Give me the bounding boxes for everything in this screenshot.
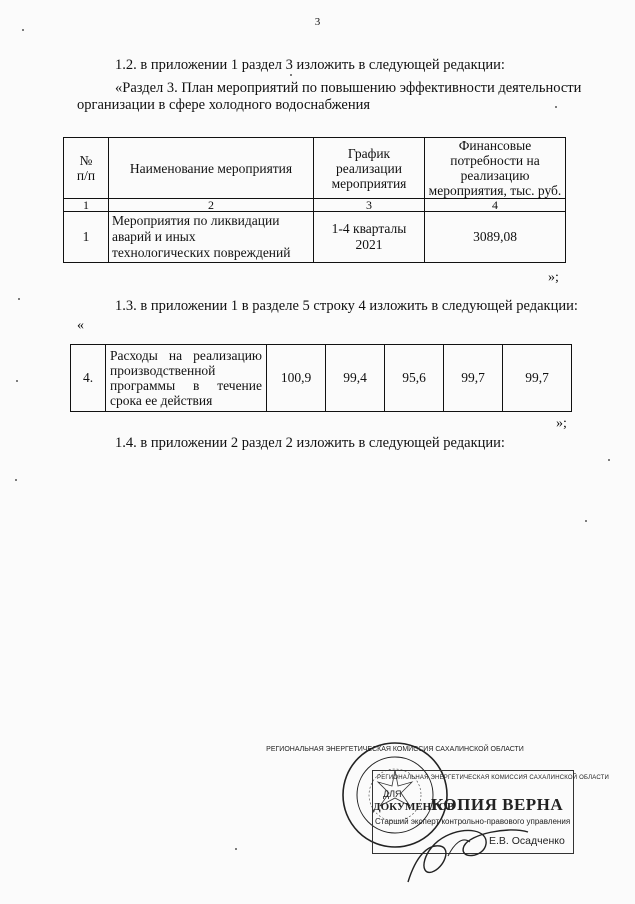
stamp-copy-label: КОПИЯ ВЕРНА: [431, 795, 564, 814]
row-finance: 3089,08: [425, 212, 566, 263]
header-num-line2: п/п: [76, 168, 96, 183]
paragraph-1-2: 1.2. в приложении 1 раздел 3 изложить в следующей редакции:: [115, 57, 505, 73]
scan-speck: [235, 848, 237, 850]
header-num-line1: №: [79, 153, 93, 168]
scan-speck: [16, 380, 18, 382]
page-number: 3: [314, 16, 321, 28]
stamp-org: РЕГИОНАЛЬНАЯ ЭНЕРГЕТИЧЕСКАЯ КОМИССИЯ САХАЛИНСКОЙ ОБЛАСТИ: [377, 775, 610, 781]
value-cell: 100,9: [267, 345, 326, 412]
value-cell: 99,7: [503, 345, 572, 412]
row-schedule: [314, 212, 425, 263]
stamp-for-label: ДЛЯ: [383, 789, 402, 799]
end-quote-2: »;: [556, 416, 567, 431]
section3-title-line2: организации в сфере холодного водоснабжения: [77, 97, 371, 113]
row-name-line2: аварий и иных: [112, 229, 196, 244]
header-schedule-line1: График: [347, 145, 391, 161]
row-name-line1: Мероприятия по ликвидации: [112, 213, 280, 228]
scan-speck: [18, 298, 20, 300]
scan-speck: [555, 106, 557, 108]
value-cell: 99,4: [326, 345, 385, 412]
header-finance-line1: Финансовые: [458, 138, 532, 153]
value-cell: 95,6: [385, 345, 444, 412]
column-number-row: [64, 199, 566, 212]
signature-icon: [388, 786, 538, 890]
open-quote: «: [77, 318, 84, 333]
scan-speck: [15, 479, 17, 481]
header-finance-line3: реализацию: [460, 168, 530, 183]
row-description: Расходы на реализацию производственной программы в течение срока ее действия: [106, 345, 267, 412]
scan-speck: [290, 74, 292, 76]
end-quote-1: »;: [548, 270, 559, 285]
row-schedule-line1: 1-4 кварталы: [331, 221, 407, 236]
col-number: 2: [109, 199, 314, 212]
stamp-documents-label: ДОКУМЕНТОВ: [373, 801, 455, 813]
header-finance-line4: мероприятия, тыс. руб.: [428, 183, 562, 198]
row-num: 1: [64, 212, 109, 263]
row-num: 4.: [71, 345, 106, 412]
scan-speck: [585, 520, 587, 522]
col-number: 3: [314, 199, 425, 212]
table-header-row: [64, 138, 566, 199]
header-finance: [425, 138, 566, 199]
col-number: 1: [64, 199, 109, 212]
header-schedule-line2: реализации: [336, 160, 402, 176]
stamp-name: Е.В. Осадченко: [489, 835, 565, 847]
stamp-position: Старший эксперт контрольно-правового управления: [375, 817, 571, 826]
table-row: [71, 345, 572, 412]
scan-speck: [608, 459, 610, 461]
row-schedule-line2: 2021: [355, 237, 383, 252]
paragraph-1-4: 1.4. в приложении 2 раздел 2 изложить в следующей редакции:: [115, 435, 505, 451]
header-schedule-line3: мероприятия: [331, 175, 407, 191]
paragraph-1-3: 1.3. в приложении 1 в разделе 5 строку 4 изложить в следующей редакции:: [115, 298, 578, 314]
header-name: Наименование мероприятия: [109, 138, 314, 199]
value-cell: 99,7: [444, 345, 503, 412]
measures-table: [63, 137, 566, 263]
row-name: [109, 212, 314, 263]
header-finance-line2: потребности на: [450, 153, 540, 168]
program-expenses-table: [70, 344, 572, 412]
col-number: 4: [425, 199, 566, 212]
header-num: [64, 138, 109, 199]
scan-speck: [22, 29, 24, 31]
row-name-line3: технологических повреждений: [112, 245, 291, 260]
header-schedule: [314, 138, 425, 199]
section3-title-line1: «Раздел 3. План мероприятий по повышению эффективности деятельности: [115, 80, 582, 96]
table-row: [64, 212, 566, 263]
certification-stamp: [266, 740, 610, 890]
seal-text: РЕГИОНАЛЬНАЯ ЭНЕРГЕТИЧЕСКАЯ КОМИССИЯ САХАЛИНСКОЙ ОБЛАСТИ: [266, 746, 524, 753]
